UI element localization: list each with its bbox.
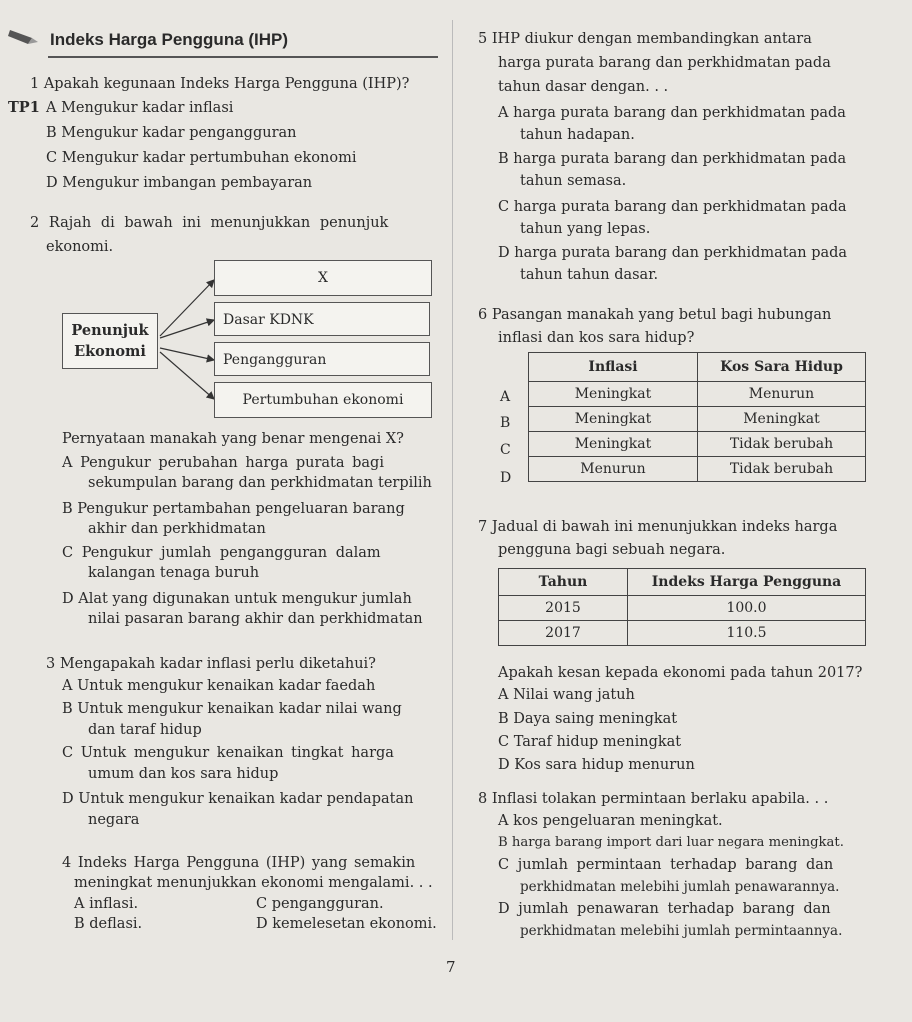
q7-option-a[interactable]: A Nilai wang jatuh: [498, 687, 635, 703]
q1-option-b[interactable]: B Mengukur kadar pengangguran: [46, 125, 297, 141]
table-row: [499, 596, 866, 621]
q6-stem-line2: inflasi dan kos sara hidup?: [498, 330, 695, 346]
q6-header-kos-sara-hidup: Kos Sara Hidup: [698, 353, 866, 382]
column-divider: [452, 20, 453, 940]
q5-stem-line2: harga purata barang dan perkhidmatan pada: [498, 55, 831, 71]
q5-option-c-line2: tahun yang lepas.: [520, 221, 651, 237]
q6-table: [528, 352, 866, 482]
q8-option-c-line2: perkhidmatan melebihi jumlah penawarannya.: [520, 879, 840, 895]
q6-stem-line1: 6 Pasangan manakah yang betul bagi hubungan: [478, 307, 832, 323]
q2-option-b[interactable]: B Pengukur pertambahan pengeluaran barang: [62, 501, 405, 517]
q3-option-b-line2: dan taraf hidup: [88, 722, 202, 738]
q7-header-ihp: Indeks Harga Pengguna: [628, 569, 866, 596]
q5-option-d-line2: tahun tahun dasar.: [520, 267, 659, 283]
q2-option-c-line2: kalangan tenaga buruh: [88, 565, 260, 581]
q7-stem-line1: 7 Jadual di bawah ini menunjukkan indeks harga: [478, 519, 838, 535]
q2-option-a[interactable]: A Pengukur perubahan harga purata bagi: [62, 455, 384, 471]
center-node-line2: Ekonomi: [74, 343, 146, 360]
q7-cell: 110.5: [628, 621, 866, 646]
q8-option-a[interactable]: A kos pengeluaran meningkat.: [498, 813, 723, 829]
q6-row-label-a[interactable]: A: [500, 389, 511, 405]
table-row: [529, 382, 866, 407]
q1-tag: TP1: [8, 99, 40, 116]
table-row: [529, 432, 866, 457]
q5-option-a[interactable]: A harga purata barang dan perkhidmatan pada: [498, 105, 846, 121]
q6-cell: Tidak berubah: [698, 432, 866, 457]
q2-stem-line2: ekonomi.: [46, 239, 114, 255]
q7-question: Apakah kesan kepada ekonomi pada tahun 2017?: [498, 665, 863, 681]
q1-option-c[interactable]: C Mengukur kadar pertumbuhan ekonomi: [46, 150, 357, 166]
q3-option-b[interactable]: B Untuk mengukur kenaikan kadar nilai wang: [62, 701, 402, 717]
table-row: [529, 457, 866, 482]
box-pertumbuhan-ekonomi: Pertumbuhan ekonomi: [214, 382, 432, 418]
q8-stem: 8 Inflasi tolakan permintaan berlaku apabila. . .: [478, 791, 829, 807]
q6-row-label-b[interactable]: B: [500, 415, 511, 431]
q3-option-a[interactable]: A Untuk mengukur kenaikan kadar faedah: [62, 678, 376, 694]
q7-option-b[interactable]: B Daya saing meningkat: [498, 711, 678, 727]
q7-table: [498, 568, 866, 646]
q5-option-d[interactable]: D harga purata barang dan perkhidmatan pada: [498, 245, 848, 261]
page-number: 7: [446, 958, 456, 976]
q1-option-d[interactable]: D Mengukur imbangan pembayaran: [46, 175, 313, 191]
q2-option-c[interactable]: C Pengukur jumlah pengangguran dalam: [62, 545, 381, 561]
q8-option-d[interactable]: D jumlah penawaran terhadap barang dan: [498, 901, 831, 917]
center-node-line1: Penunjuk: [71, 322, 149, 339]
q5-option-a-line2: tahun hadapan.: [520, 127, 635, 143]
box-x: X: [214, 260, 432, 296]
q1-stem: 1 Apakah kegunaan Indeks Harga Pengguna (IHP)?: [30, 76, 410, 92]
q6-row-label-c[interactable]: C: [500, 442, 511, 458]
q4-option-c[interactable]: C pengangguran.: [256, 896, 384, 912]
table-row: [529, 407, 866, 432]
q5-stem-line1: 5 IHP diukur dengan membandingkan antara: [478, 31, 812, 47]
q8-option-c[interactable]: C jumlah permintaan terhadap barang dan: [498, 857, 834, 873]
q6-cell: Meningkat: [698, 407, 866, 432]
q3-option-c[interactable]: C Untuk mengukur kenaikan tingkat harga: [62, 745, 394, 761]
q8-option-d-line2: perkhidmatan melebihi jumlah permintaannya.: [520, 923, 843, 939]
q5-option-b[interactable]: B harga purata barang dan perkhidmatan pada: [498, 151, 847, 167]
q2-option-b-line2: akhir dan perkhidmatan: [88, 521, 266, 537]
box-dasar-kdnk: Dasar KDNK: [214, 302, 430, 336]
q2-question: Pernyataan manakah yang benar mengenai X?: [62, 431, 404, 447]
q6-cell: Menurun: [529, 457, 698, 482]
q3-stem: 3 Mengapakah kadar inflasi perlu diketahui?: [46, 656, 376, 672]
q7-cell: 100.0: [628, 596, 866, 621]
q4-option-d[interactable]: D kemelesetan ekonomi.: [256, 916, 437, 932]
q4-stem-line1: 4 Indeks Harga Pengguna (IHP) yang semakin: [62, 855, 416, 871]
q3-option-c-line2: umum dan kos sara hidup: [88, 766, 279, 782]
q6-cell: Meningkat: [529, 432, 698, 457]
q5-option-c[interactable]: C harga purata barang dan perkhidmatan pada: [498, 199, 847, 215]
q4-option-b[interactable]: B deflasi.: [74, 916, 143, 932]
q6-header-inflasi: Inflasi: [529, 353, 698, 382]
q8-option-b[interactable]: B harga barang import dari luar negara meningkat.: [498, 835, 844, 850]
q3-option-d-line2: negara: [88, 812, 140, 828]
q2-stem-line1: 2 Rajah di bawah ini menunjukkan penunjuk: [30, 215, 389, 231]
q4-stem-line2: meningkat menunjukkan ekonomi mengalami. . .: [74, 875, 433, 891]
q6-row-label-d[interactable]: D: [500, 470, 512, 486]
q6-cell: Tidak berubah: [698, 457, 866, 482]
center-node: [62, 313, 158, 369]
q2-option-d-line2: nilai pasaran barang akhir dan perkhidmatan: [88, 611, 423, 627]
q5-option-b-line2: tahun semasa.: [520, 173, 627, 189]
q6-cell: Meningkat: [529, 407, 698, 432]
q7-option-d[interactable]: D Kos sara hidup menurun: [498, 757, 695, 773]
q7-cell: 2015: [499, 596, 628, 621]
q6-cell: Menurun: [698, 382, 866, 407]
q7-cell: 2017: [499, 621, 628, 646]
q1-option-a[interactable]: A Mengukur kadar inflasi: [46, 100, 234, 116]
q2-option-d[interactable]: D Alat yang digunakan untuk mengukur jumlah: [62, 591, 412, 607]
table-row: [499, 621, 866, 646]
q5-stem-line3: tahun dasar dengan. . .: [498, 79, 669, 95]
section-title: Indeks Harga Pengguna (IHP): [50, 30, 289, 49]
q7-header-tahun: Tahun: [499, 569, 628, 596]
q7-option-c[interactable]: C Taraf hidup meningkat: [498, 734, 682, 750]
q6-cell: Meningkat: [529, 382, 698, 407]
q3-option-d[interactable]: D Untuk mengukur kenaikan kadar pendapatan: [62, 791, 414, 807]
q7-stem-line2: pengguna bagi sebuah negara.: [498, 542, 726, 558]
q4-option-a[interactable]: A inflasi.: [74, 896, 139, 912]
q2-option-a-line2: sekumpulan barang dan perkhidmatan terpilih: [88, 475, 432, 491]
box-pengangguran: Pengangguran: [214, 342, 430, 376]
